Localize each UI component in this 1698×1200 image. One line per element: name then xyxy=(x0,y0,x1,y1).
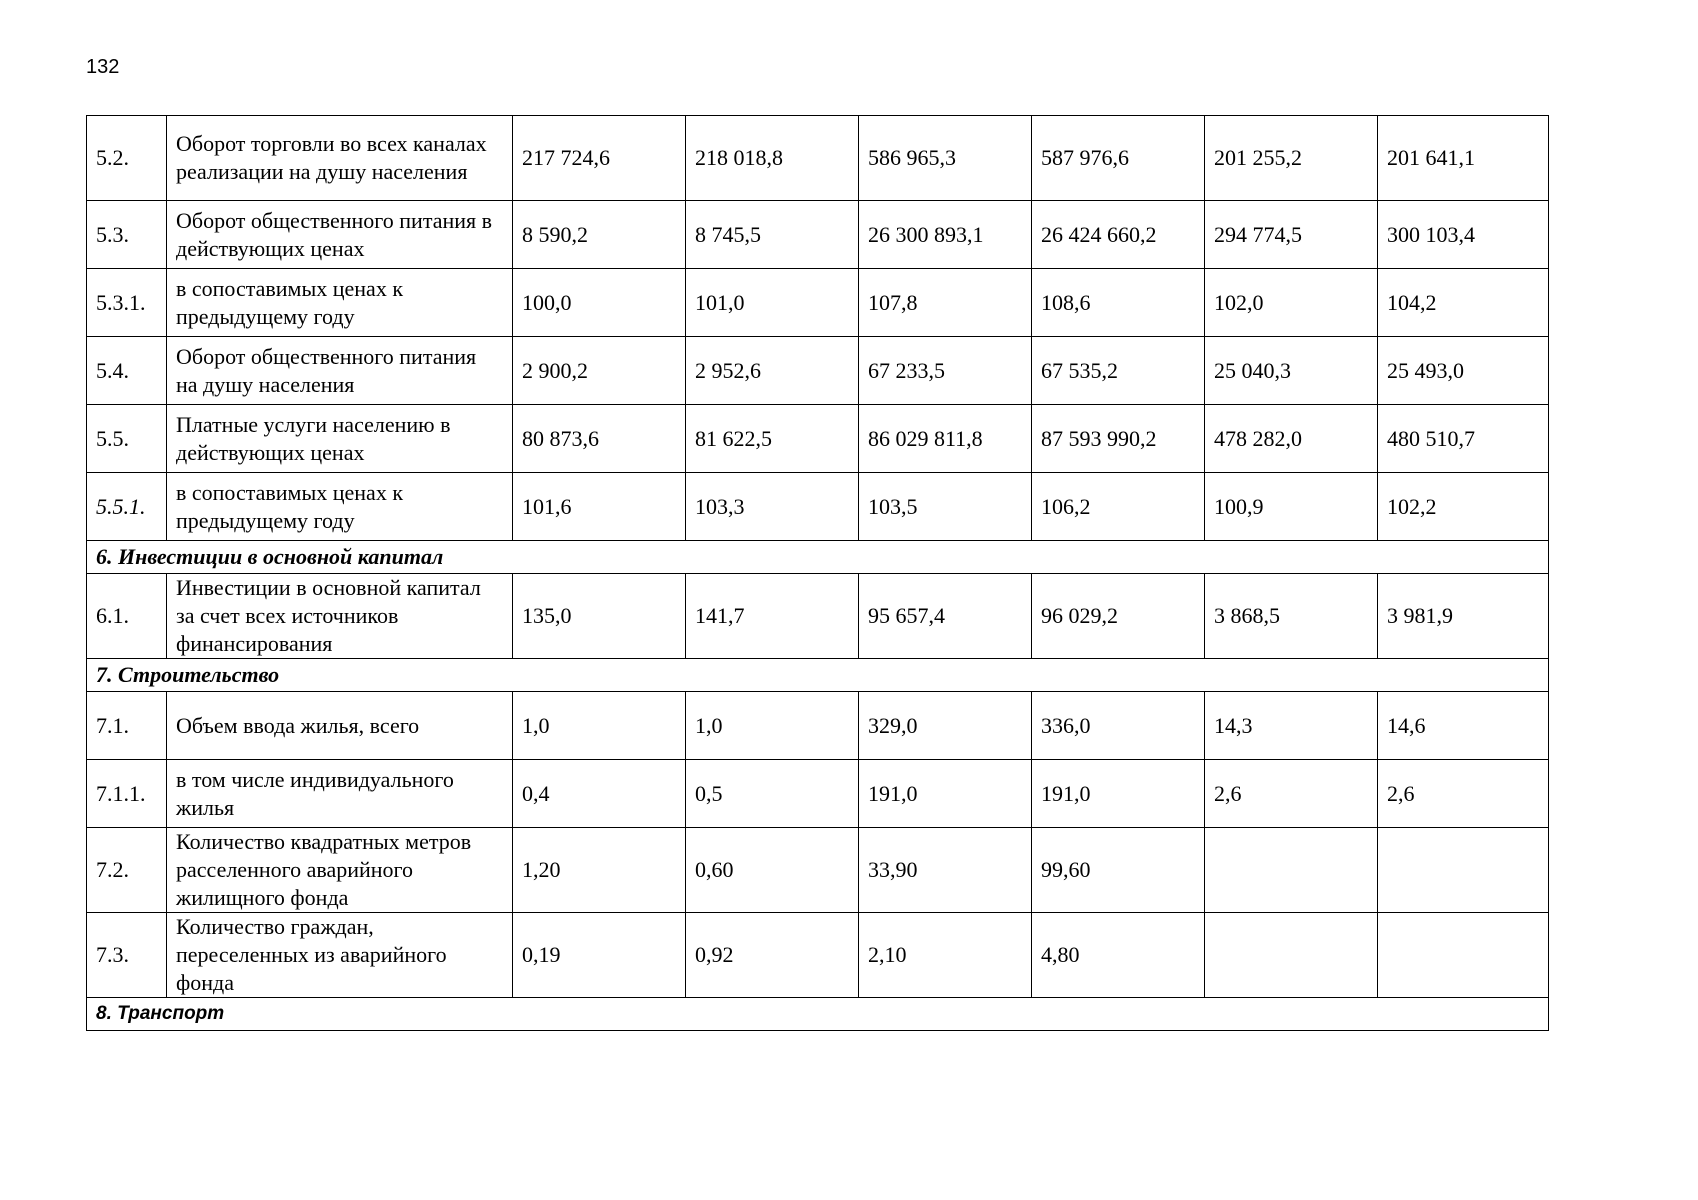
row-code: 5.2. xyxy=(87,116,167,201)
table-row xyxy=(87,760,1549,828)
value-cell: 4,80 xyxy=(1032,913,1205,998)
table-row xyxy=(87,913,1549,998)
value-cell: 294 774,5 xyxy=(1205,201,1378,269)
value-cell: 108,6 xyxy=(1032,269,1205,337)
value-cell: 1,0 xyxy=(686,692,859,760)
value-cell: 96 029,2 xyxy=(1032,574,1205,659)
value-cell: 0,5 xyxy=(686,760,859,828)
value-cell: 25 040,3 xyxy=(1205,337,1378,405)
row-code: 7.1. xyxy=(87,692,167,760)
row-code: 5.3. xyxy=(87,201,167,269)
value-cell: 2 952,6 xyxy=(686,337,859,405)
value-cell: 587 976,6 xyxy=(1032,116,1205,201)
row-label: Количество граждан, переселенных из аварийного фонда xyxy=(167,913,513,998)
value-cell: 100,9 xyxy=(1205,473,1378,541)
value-cell: 201 641,1 xyxy=(1378,116,1549,201)
value-cell: 300 103,4 xyxy=(1378,201,1549,269)
value-cell: 67 535,2 xyxy=(1032,337,1205,405)
value-cell: 8 590,2 xyxy=(513,201,686,269)
value-cell: 8 745,5 xyxy=(686,201,859,269)
value-cell: 586 965,3 xyxy=(859,116,1032,201)
value-cell: 67 233,5 xyxy=(859,337,1032,405)
table-row xyxy=(87,201,1549,269)
value-cell: 26 300 893,1 xyxy=(859,201,1032,269)
value-cell: 336,0 xyxy=(1032,692,1205,760)
value-cell: 101,0 xyxy=(686,269,859,337)
value-cell: 218 018,8 xyxy=(686,116,859,201)
value-cell xyxy=(1378,828,1549,913)
value-cell: 191,0 xyxy=(1032,760,1205,828)
value-cell: 201 255,2 xyxy=(1205,116,1378,201)
table-body xyxy=(87,116,1549,1031)
row-label: Оборот общественного питания в действующих ценах xyxy=(167,201,513,269)
row-label: в сопоставимых ценах к предыдущему году xyxy=(167,269,513,337)
value-cell: 80 873,6 xyxy=(513,405,686,473)
value-cell: 106,2 xyxy=(1032,473,1205,541)
value-cell: 3 868,5 xyxy=(1205,574,1378,659)
value-cell: 141,7 xyxy=(686,574,859,659)
value-cell: 102,0 xyxy=(1205,269,1378,337)
value-cell: 14,6 xyxy=(1378,692,1549,760)
row-label: Инвестиции в основной капитал за счет всех источников финансирования xyxy=(167,574,513,659)
section-header-row xyxy=(87,541,1549,574)
value-cell: 135,0 xyxy=(513,574,686,659)
section-header-row xyxy=(87,659,1549,692)
value-cell: 100,0 xyxy=(513,269,686,337)
value-cell: 107,8 xyxy=(859,269,1032,337)
row-code: 5.5. xyxy=(87,405,167,473)
value-cell: 480 510,7 xyxy=(1378,405,1549,473)
value-cell: 0,4 xyxy=(513,760,686,828)
value-cell: 25 493,0 xyxy=(1378,337,1549,405)
value-cell: 103,3 xyxy=(686,473,859,541)
value-cell: 102,2 xyxy=(1378,473,1549,541)
value-cell: 86 029 811,8 xyxy=(859,405,1032,473)
value-cell: 478 282,0 xyxy=(1205,405,1378,473)
table-row xyxy=(87,828,1549,913)
section-title: 6. Инвестиции в основной капитал xyxy=(87,541,1549,574)
row-label: Платные услуги населению в действующих ценах xyxy=(167,405,513,473)
value-cell: 217 724,6 xyxy=(513,116,686,201)
row-label: Оборот торговли во всех каналах реализации на душу населения xyxy=(167,116,513,201)
row-code: 7.1.1. xyxy=(87,760,167,828)
value-cell: 2 900,2 xyxy=(513,337,686,405)
value-cell: 103,5 xyxy=(859,473,1032,541)
row-label: в том числе индивидуального жилья xyxy=(167,760,513,828)
row-code: 7.3. xyxy=(87,913,167,998)
row-code: 5.4. xyxy=(87,337,167,405)
row-code: 6.1. xyxy=(87,574,167,659)
value-cell: 2,6 xyxy=(1205,760,1378,828)
table-row xyxy=(87,405,1549,473)
section-header-row xyxy=(87,998,1549,1031)
value-cell: 26 424 660,2 xyxy=(1032,201,1205,269)
table-row xyxy=(87,337,1549,405)
value-cell: 329,0 xyxy=(859,692,1032,760)
row-code: 7.2. xyxy=(87,828,167,913)
row-label: Оборот общественного питания на душу населения xyxy=(167,337,513,405)
row-label: Объем ввода жилья, всего xyxy=(167,692,513,760)
value-cell xyxy=(1378,913,1549,998)
value-cell: 99,60 xyxy=(1032,828,1205,913)
section-title: 8. Транспорт xyxy=(87,998,1549,1031)
value-cell: 33,90 xyxy=(859,828,1032,913)
value-cell: 101,6 xyxy=(513,473,686,541)
row-label: в сопоставимых ценах к предыдущему году xyxy=(167,473,513,541)
table-row xyxy=(87,473,1549,541)
value-cell: 95 657,4 xyxy=(859,574,1032,659)
value-cell: 14,3 xyxy=(1205,692,1378,760)
value-cell: 2,10 xyxy=(859,913,1032,998)
value-cell: 1,20 xyxy=(513,828,686,913)
table-row xyxy=(87,116,1549,201)
value-cell: 104,2 xyxy=(1378,269,1549,337)
page-number: 132 xyxy=(86,56,120,78)
value-cell: 0,92 xyxy=(686,913,859,998)
value-cell: 191,0 xyxy=(859,760,1032,828)
value-cell: 3 981,9 xyxy=(1378,574,1549,659)
table-row xyxy=(87,692,1549,760)
value-cell: 81 622,5 xyxy=(686,405,859,473)
value-cell: 87 593 990,2 xyxy=(1032,405,1205,473)
value-cell xyxy=(1205,913,1378,998)
value-cell: 2,6 xyxy=(1378,760,1549,828)
value-cell: 0,60 xyxy=(686,828,859,913)
row-code: 5.3.1. xyxy=(87,269,167,337)
table-row xyxy=(87,574,1549,659)
table-row xyxy=(87,269,1549,337)
value-cell: 1,0 xyxy=(513,692,686,760)
row-code: 5.5.1. xyxy=(87,473,167,541)
row-label: Количество квадратных метров расселенного аварийного жилищного фонда xyxy=(167,828,513,913)
section-title: 7. Строительство xyxy=(87,659,1549,692)
value-cell: 0,19 xyxy=(513,913,686,998)
value-cell xyxy=(1205,828,1378,913)
indicators-table xyxy=(86,115,1549,1031)
